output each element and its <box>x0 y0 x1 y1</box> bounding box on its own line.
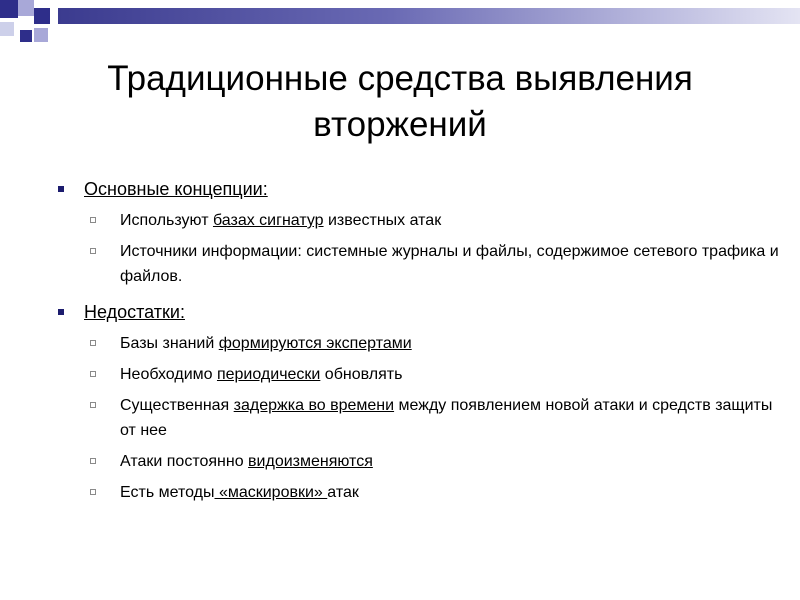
decor-square <box>0 22 14 36</box>
item-text: Есть методы <box>120 484 215 501</box>
square-bullet-icon <box>58 309 64 315</box>
list-item <box>56 393 786 443</box>
hollow-square-bullet-icon <box>90 489 96 495</box>
item-text-underlined: задержка во времени <box>233 397 395 414</box>
decor-square <box>0 0 18 18</box>
item-text-underlined: формируются экспертами <box>218 335 412 352</box>
hollow-square-bullet-icon <box>90 402 96 408</box>
decor-square <box>18 0 34 16</box>
item-text: Базы знаний <box>120 335 219 352</box>
title-line-2: вторжений <box>313 105 487 144</box>
list-item <box>56 331 786 356</box>
item-text: обновлять <box>320 366 403 383</box>
list-item <box>56 480 786 505</box>
decor-square <box>20 30 32 42</box>
section-heading <box>56 299 786 325</box>
slide-title <box>40 56 760 148</box>
list-item <box>56 449 786 474</box>
item-text: между появлением новой атаки и средств защиты от нее <box>120 397 773 439</box>
item-text: Существенная <box>120 397 234 414</box>
header-gradient-bar <box>58 8 800 24</box>
item-text: атак <box>327 484 359 501</box>
decor-square <box>34 28 48 42</box>
decor-square <box>34 8 50 24</box>
hollow-square-bullet-icon <box>90 248 96 254</box>
hollow-square-bullet-icon <box>90 217 96 223</box>
item-text: Используют <box>120 212 213 229</box>
slide-content <box>56 176 786 511</box>
item-text-underlined: периодически <box>216 366 321 383</box>
list-item <box>56 208 786 233</box>
section-heading-text: Основные концепции: <box>84 179 268 199</box>
hollow-square-bullet-icon <box>90 340 96 346</box>
section-heading-text: Недостатки: <box>84 302 185 322</box>
title-line-1: Традиционные средства выявления <box>107 59 693 98</box>
square-bullet-icon <box>58 186 64 192</box>
item-text-underlined: базах сигнатур <box>212 212 324 229</box>
item-text: Источники информации: системные журналы и файлы, содержимое сетевого трафика и файлов. <box>120 243 779 285</box>
list-item <box>56 239 786 289</box>
section-heading <box>56 176 786 202</box>
list-item <box>56 362 786 387</box>
item-text: известных атак <box>323 212 442 229</box>
item-text: Необходимо <box>120 366 217 383</box>
item-text-underlined: видоизменяются <box>248 453 373 470</box>
hollow-square-bullet-icon <box>90 371 96 377</box>
item-text-underlined: «маскировки» <box>214 484 328 501</box>
hollow-square-bullet-icon <box>90 458 96 464</box>
item-text: Атаки постоянно <box>120 453 249 470</box>
